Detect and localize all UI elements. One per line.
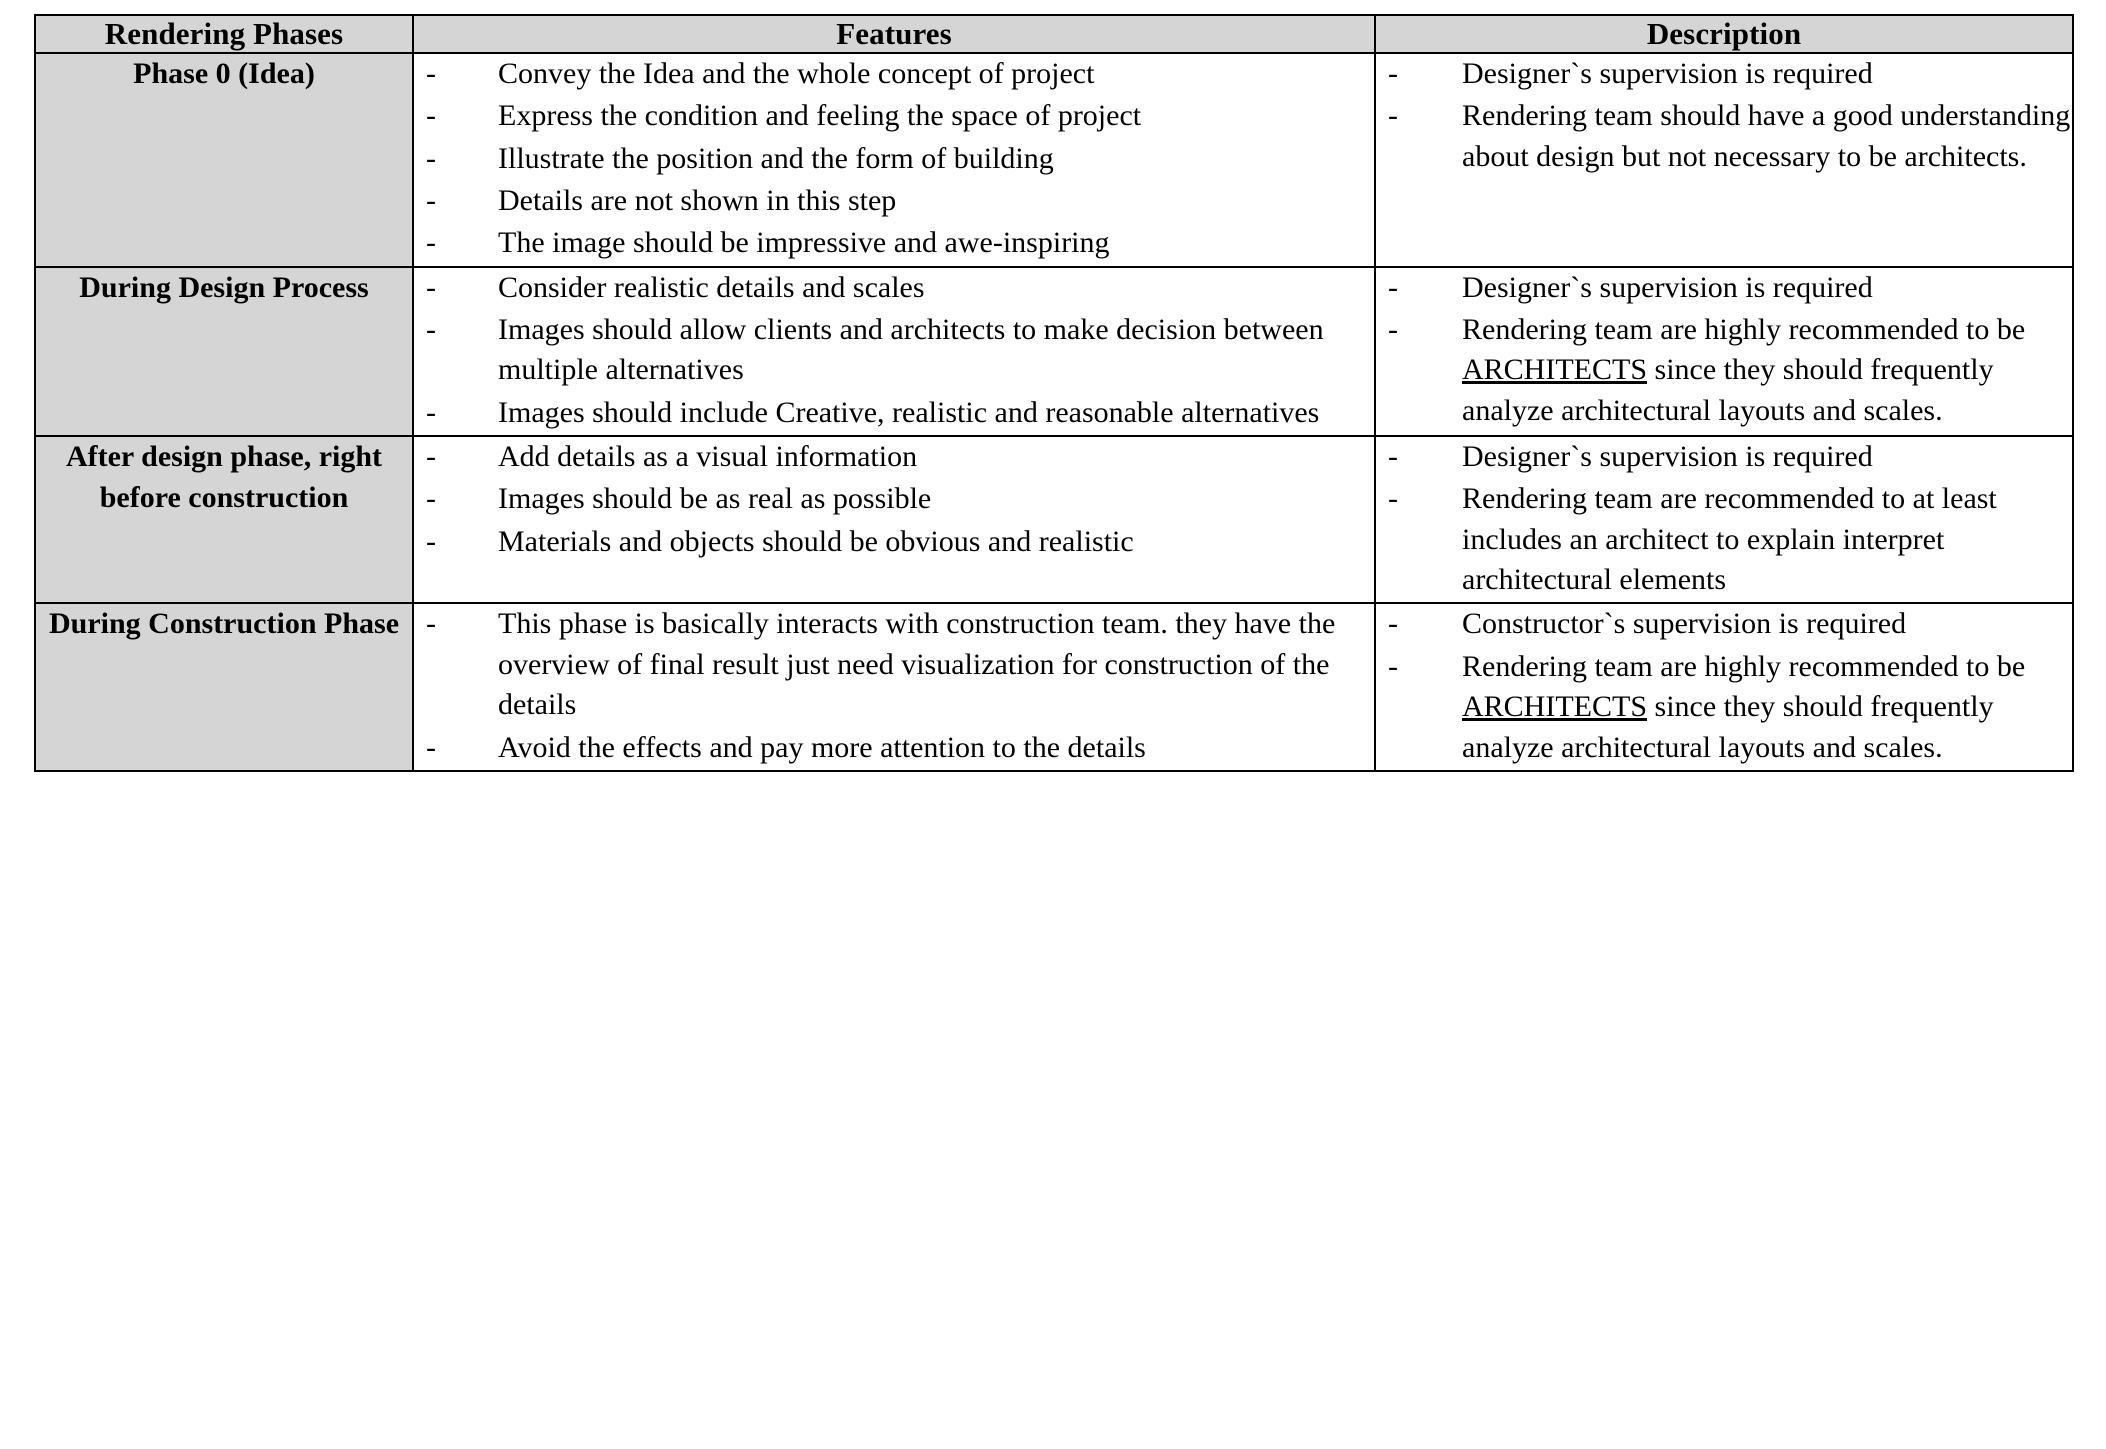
list-item (414, 139, 1374, 179)
list-item-text: Images should allow clients and architects to make decision between multiple alternatives (498, 313, 1324, 387)
table-body (35, 53, 2073, 771)
description-cell (1375, 267, 2073, 436)
table-row (35, 267, 2073, 436)
list-item (1376, 268, 2072, 308)
list-item-text: Designer`s supervision is required (1462, 440, 1873, 474)
list-item-text: Designer`s supervision is required (1462, 57, 1873, 90)
dash-bullet-icon: - (426, 607, 436, 641)
table-header-row (35, 15, 2073, 53)
list-item (414, 96, 1374, 136)
list-item-text: Convey the Idea and the whole concept of project (498, 57, 1095, 90)
dash-bullet-icon: - (426, 270, 436, 304)
list-item (414, 223, 1374, 263)
column-header-description: Description (1375, 15, 2073, 53)
dash-bullet-icon: - (426, 524, 436, 558)
features-cell (413, 53, 1375, 267)
list-item-text: Consider realistic details and scales (498, 270, 925, 304)
list-item (414, 437, 1374, 477)
description-list (1376, 54, 2072, 177)
list-item (1376, 437, 2072, 477)
features-cell (413, 436, 1375, 603)
list-item-text: Rendering team are recommended to at least includes an architect to explain interpret architectural elements (1462, 482, 1997, 597)
table-row (35, 436, 2073, 603)
features-list (414, 54, 1374, 264)
list-item-text: Rendering team are highly recommended to be ARCHITECTS since they should frequently analyze architectural layouts and scales. (1462, 649, 2026, 764)
list-item-text: Images should include Creative, realistic and reasonable alternatives (498, 395, 1320, 429)
description-cell (1375, 53, 2073, 267)
table-row (35, 53, 2073, 267)
phase-name: During Construction Phase (35, 603, 413, 770)
list-item (1376, 54, 2072, 94)
list-item-text: Images should be as real as possible (498, 482, 932, 516)
description-list (1376, 437, 2072, 600)
dash-bullet-icon: - (426, 57, 436, 90)
list-item (414, 728, 1374, 768)
list-item-text: Details are not shown in this step (498, 184, 897, 218)
dash-bullet-icon: - (426, 141, 436, 175)
phase-name: After design phase, right before construction (35, 436, 413, 603)
list-item-text: The image should be impressive and awe-inspiring (498, 226, 1110, 260)
phase-name: Phase 0 (Idea) (35, 53, 413, 267)
list-item-text: Illustrate the position and the form of building (498, 141, 1054, 175)
features-list (414, 437, 1374, 562)
dash-bullet-icon: - (1388, 649, 1398, 683)
features-list (414, 268, 1374, 433)
list-item (414, 268, 1374, 308)
list-item-text: Avoid the effects and pay more attention to the details (498, 730, 1146, 764)
list-item (414, 522, 1374, 562)
table-row (35, 603, 2073, 770)
dash-bullet-icon: - (426, 226, 436, 260)
list-item-text: Constructor`s supervision is required (1462, 607, 1907, 641)
description-list (1376, 268, 2072, 431)
features-cell (413, 267, 1375, 436)
list-item-text: This phase is basically interacts with construction team. they have the overview of final result just need visualization for construction of the details (498, 607, 1336, 722)
list-item (414, 310, 1374, 391)
list-item (414, 604, 1374, 725)
dash-bullet-icon: - (1388, 482, 1398, 516)
list-item (414, 54, 1374, 94)
list-item (414, 479, 1374, 519)
dash-bullet-icon: - (426, 313, 436, 347)
list-item-text: Designer`s supervision is required (1462, 270, 1873, 304)
features-list (414, 604, 1374, 767)
list-item (1376, 604, 2072, 644)
description-list (1376, 604, 2072, 767)
dash-bullet-icon: - (426, 184, 436, 218)
list-item-text: Materials and objects should be obvious and realistic (498, 524, 1134, 558)
dash-bullet-icon: - (426, 395, 436, 429)
dash-bullet-icon: - (426, 99, 436, 133)
dash-bullet-icon: - (426, 482, 436, 516)
dash-bullet-icon: - (1388, 607, 1398, 641)
list-item-text: Rendering team are highly recommended to be ARCHITECTS since they should frequently analyze architectural layouts and scales. (1462, 313, 2026, 427)
list-item-text: Add details as a visual information (498, 440, 918, 474)
list-item (414, 393, 1374, 433)
dash-bullet-icon: - (1388, 99, 1398, 133)
dash-bullet-icon: - (426, 730, 436, 764)
list-item (1376, 479, 2072, 600)
dash-bullet-icon: - (1388, 440, 1398, 474)
list-item-text: Rendering team should have a good understanding about design but not necessary to be architects. (1462, 99, 2071, 173)
list-item-text: Express the condition and feeling the space of project (498, 99, 1142, 133)
rendering-phases-table (34, 14, 2074, 772)
list-item (414, 181, 1374, 221)
list-item (1376, 310, 2072, 431)
phase-name: During Design Process (35, 267, 413, 436)
dash-bullet-icon: - (1388, 313, 1398, 347)
column-header-rendering-phases: Rendering Phases (35, 15, 413, 53)
dash-bullet-icon: - (426, 440, 436, 474)
description-cell (1375, 603, 2073, 770)
features-cell (413, 603, 1375, 770)
dash-bullet-icon: - (1388, 57, 1398, 90)
dash-bullet-icon: - (1388, 270, 1398, 304)
description-cell (1375, 436, 2073, 603)
list-item (1376, 96, 2072, 177)
column-header-features: Features (413, 15, 1375, 53)
list-item (1376, 647, 2072, 768)
